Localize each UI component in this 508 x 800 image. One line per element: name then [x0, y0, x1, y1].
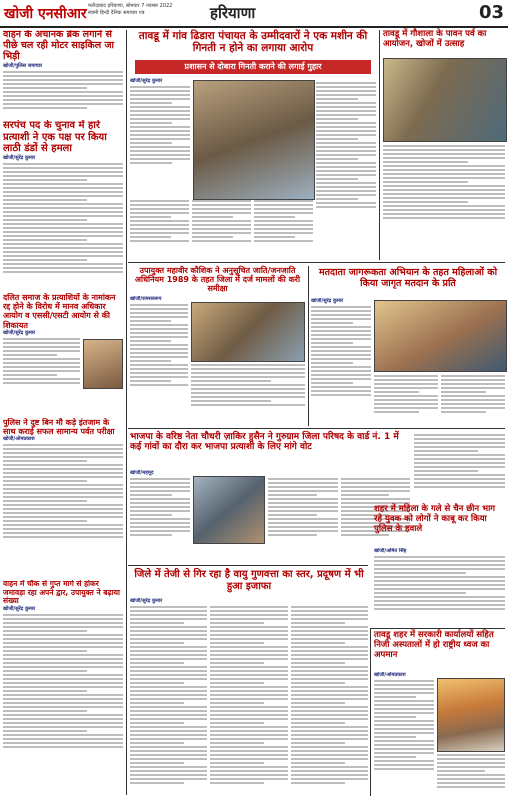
lead-body-3: [130, 198, 313, 258]
article-byline: खोजी/ओमप्रकाश: [3, 436, 35, 443]
page-header: [0, 0, 508, 28]
article-headline: वाहन के अचानक ब्रेक लगाने से पीछे चल रही मोटर साइकिल जा भिड़ी: [3, 30, 114, 62]
article-byline: खोजी/सुरेंद्र कुमार: [3, 605, 36, 612]
section-divider: [128, 428, 505, 429]
lead-headline: तावडू में गांव ढिडारा पंचायत के उम्मीदवारों ने एक मशीन की गिनती न होने का लगाया आरोप: [138, 30, 368, 55]
article-byline: खोजी/सुरेंद्र कुमार: [311, 298, 344, 304]
lead-body-2: [316, 80, 376, 260]
article-a1: [3, 30, 123, 116]
page-number: 03: [478, 2, 504, 23]
article-byline: खोजी/सुरेंद्र कुमार: [3, 154, 36, 161]
article-headline: पुलिस ने दुष्ट बिन मौ कड़े इंतजाम के साथ कराई सफल सामान्य पर्वत परीक्षा: [3, 418, 115, 437]
article-c4-body: [374, 548, 505, 626]
article-headline: वाहन में चौक से गुप्त मार्ग से होकर जमावड़ा रहा अपने द्वार, उपायुक्त ने बढ़ाया संख्या: [3, 580, 120, 606]
masthead-brand: खोजी एनसीआर: [4, 6, 87, 22]
article-c6-headline: तावडू शहर में सरकारी कार्यालयों सहित निजी अस्पतालों में हो राष्ट्रीय ध्वज का अपमान: [374, 630, 494, 660]
article-c2-body: [311, 298, 371, 428]
article-c3-headline: भाजपा के वरिष्ठ नेता चौधरी ज़ाकिर हुसैन ने गुरुग्राम जिला परिषद के वार्ड नं. 1 में कई गांवों का दौरा कर भाजपा प्रत्याशी के लिए मांगे वोट: [130, 432, 399, 453]
article-c2-body-2: [374, 373, 505, 428]
article-c5-body: [130, 598, 368, 798]
article-byline: खोजी/अमित सिंह: [374, 548, 407, 554]
article-c2-photo: [374, 300, 507, 372]
section-title: हरियाणा: [210, 4, 256, 22]
article-byline: खोजी/रामसवरूप: [130, 296, 162, 302]
article-headline: दलित समाज के प्रत्याशियों के नामांकन रद्द होने के विरोध में मानव अधिकार आयोग व एससी/एसटी आयोग से की शिकायत: [3, 293, 116, 330]
article-byline: खोजी/सुरेंद्र कुमार: [130, 598, 163, 604]
article-byline: खोजी/पुलिस समाचार: [3, 62, 43, 69]
dateline: फरीदाबाद हरियाणा, सोमवार 7 नवम्बर 2022 स्वामी हिन्दी दैनिक समाचार पत्र: [88, 3, 173, 16]
article-a4: [3, 418, 123, 578]
article-c5-headline: जिले में तेजी से गिर रहा है वायु गुणवत्ता का स्तर, प्रदूषण में भी हुआ इजाफा: [134, 569, 364, 592]
article-c6-body: [374, 672, 505, 798]
article-byline: खोजी/सुरेंद्र कुमार: [130, 78, 163, 84]
article-c2-headline: मतदाता जागरूकता अभियान के तहत महिलाओं को किया जागृत मतदान के प्रति: [318, 267, 498, 289]
article-a2: [3, 120, 123, 290]
article-c3-photo: [193, 476, 265, 544]
article-c1-body: [130, 296, 305, 424]
portrait-photo: [83, 339, 123, 389]
article-c3-body: [130, 470, 410, 562]
article-c4-body-top: [414, 432, 505, 502]
article-byline: खोजी/ओमप्रकाश: [374, 672, 406, 678]
section-divider: [370, 628, 505, 629]
article-r1-headline: तावडू में गौशाला के पावन पर्व का आयोजन, खोजों में उत्साह: [383, 29, 487, 49]
section-divider: [128, 262, 505, 263]
column-divider: [379, 30, 380, 260]
article-a3: [3, 293, 123, 413]
article-headline: सरपंच पद के चुनाव में हारे प्रत्याशी ने एक पक्ष पर किया लाठी डंडों से हमला: [3, 120, 107, 154]
article-a5: [3, 580, 123, 798]
lead-banner: प्रशासन से दोबारा गिनती कराने की लगाई गुहार: [135, 60, 371, 74]
article-byline: खोजी/महमूद: [130, 470, 154, 476]
column-divider: [370, 628, 371, 796]
column-divider: [126, 30, 127, 795]
column-divider: [308, 266, 309, 426]
article-c6-photo: [437, 678, 505, 752]
article-byline: खोजी/सुरेंद्र कुमार: [3, 329, 36, 336]
lead-photo: [193, 80, 315, 200]
section-divider: [128, 565, 368, 566]
article-r1-photo: [383, 58, 507, 142]
article-c4-headline: शहर में महिला के गले से चैन छीन भाग रहे युवक को लोगों ने काबू कर किया पुलिस के हवाले: [374, 504, 496, 534]
article-c1-photo: [191, 302, 305, 362]
lead-body-1: [130, 78, 190, 188]
article-c1-headline: उपायुक्त महावीर कौशिक ने अनुसूचित जाति/जनजाति अधिनियम 1989 के तहत जिला में दर्ज मामलों की करी समीक्षा: [134, 266, 301, 294]
article-r1-body: [383, 143, 505, 258]
